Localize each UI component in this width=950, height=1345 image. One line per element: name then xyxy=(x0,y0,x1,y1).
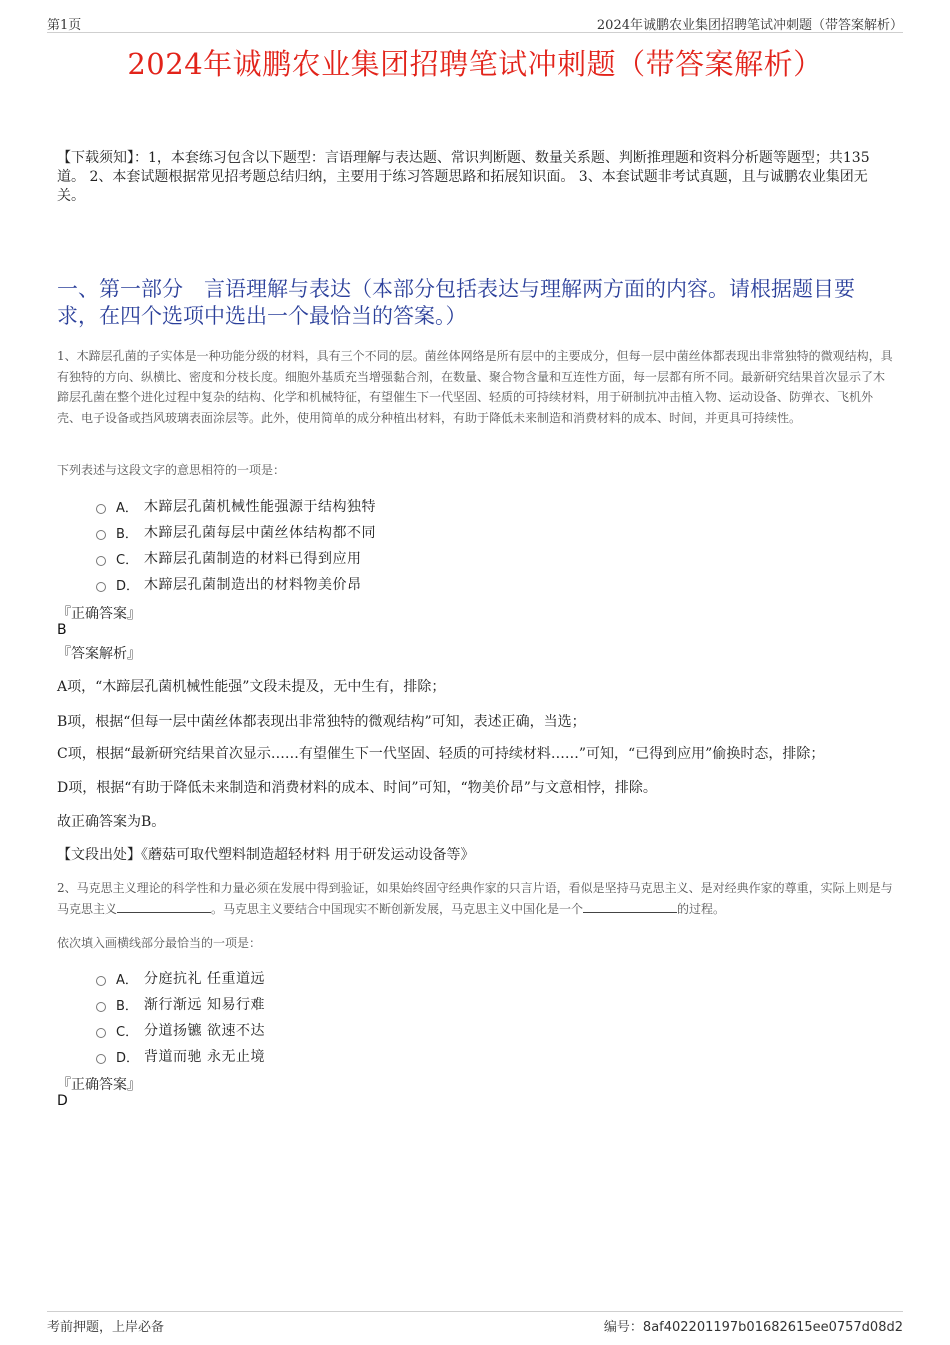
question-2-option-c[interactable]: C． 分道扬镳 欲速不达 xyxy=(96,1017,265,1043)
page-number: 第1页 xyxy=(47,18,82,33)
radio-icon[interactable] xyxy=(96,556,106,566)
footer-slogan: 考前押题，上岸必备 xyxy=(47,1320,165,1335)
question-1-option-d[interactable]: D． 木蹄层孔菌制造出的材料物美价昂 xyxy=(96,571,376,597)
question-2-stem-part3: 的过程。 xyxy=(677,901,726,916)
notice-tag: 【下载须知】 xyxy=(57,150,134,166)
question-1-options xyxy=(96,493,376,597)
question-1-analysis-a: A项，“木蹄层孔菌机械性能强”文段未提及，无中生有，排除； xyxy=(57,679,446,695)
radio-icon[interactable] xyxy=(96,530,106,540)
question-1-option-a[interactable]: A． 木蹄层孔菌机械性能强源于结构独特 xyxy=(96,493,376,519)
document-title: 2024年诚鹏农业集团招聘笔试冲刺题（带答案解析） xyxy=(127,47,823,81)
document-code xyxy=(604,1316,903,1335)
question-2-options xyxy=(96,965,265,1069)
question-1-analysis-c: C项，根据“最新研究结果首次显示……有望催生下一代坚固、轻质的可持续材料……”可知，“已得到应用”偷换时态，排除； xyxy=(57,746,825,762)
question-1-answer-label: 『正确答案』 xyxy=(57,606,141,622)
question-2-answer-label: 『正确答案』 xyxy=(57,1077,141,1093)
question-1-option-c[interactable]: C． 木蹄层孔菌制造的材料已得到应用 xyxy=(96,545,376,571)
radio-icon[interactable] xyxy=(96,504,106,514)
question-1-option-b[interactable]: B． 木蹄层孔菌每层中菌丝体结构都不同 xyxy=(96,519,376,545)
fill-blank-1[interactable] xyxy=(117,902,211,913)
code-label: 编号： xyxy=(603,1320,643,1335)
question-1-conclusion: 故正确答案为B。 xyxy=(57,814,166,830)
radio-icon[interactable] xyxy=(96,1054,106,1064)
question-1-analysis-d: D项，根据“有助于降低未来制造和消费材料的成本、时间”可知，“物美价昂”与文意相悖，排除。 xyxy=(57,780,657,796)
radio-icon[interactable] xyxy=(96,1028,106,1038)
question-2-answer: D xyxy=(57,1093,68,1109)
fill-blank-2[interactable] xyxy=(583,902,677,913)
question-1-analysis-label: 『答案解析』 xyxy=(57,646,141,662)
section-title: 一、第一部分 言语理解与表达（本部分包括表达与理解两方面的内容。请根据题目要求，在四个选项中选出一个最恰当的答案。） xyxy=(57,277,855,328)
radio-icon[interactable] xyxy=(96,1002,106,1012)
question-2-option-d[interactable]: D． 背道而驰 永无止境 xyxy=(96,1043,265,1069)
question-2-option-b[interactable]: B． 渐行渐远 知易行难 xyxy=(96,991,265,1017)
question-1-source: 【文段出处】《蘑菇可取代塑料制造超轻材料 用于研发运动设备等》 xyxy=(57,847,475,863)
code-value: 8af402201197b01682615ee0757d08d2 xyxy=(642,1320,903,1335)
page-header xyxy=(47,12,903,33)
radio-icon[interactable] xyxy=(96,976,106,986)
question-1-answer: B xyxy=(57,622,67,638)
question-2-option-a[interactable]: A． 分庭抗礼 任重道远 xyxy=(96,965,265,991)
notice-text: ：1，本套练习包含以下题型：言语理解与表达题、常识判断题、数量关系题、判断推理题和资料分析题等题型；共135道。 2、本套试题根据常见招考题总结归纳，主要用于练习答题思路和拓展知识面。 3、本套试题非考试真题，且与诚鹏农业集团无关。 xyxy=(57,150,870,204)
page-footer xyxy=(47,1311,903,1336)
question-1-prompt: 下列表述与这段文字的意思相符的一项是： xyxy=(57,463,286,477)
download-notice xyxy=(57,149,892,206)
header-doc-title: 2024年诚鹏农业集团招聘笔试冲刺题（带答案解析） xyxy=(596,18,903,33)
question-1-analysis-b: B项，根据“但每一层中菌丝体都表现出非常独特的微观结构”可知，表述正确，当选； xyxy=(57,714,586,730)
question-2-stem xyxy=(57,878,894,919)
question-2-stem-part1: 2、马克思主义理论的科学性和力量必须在发展中得到验证，如果始终固守经典作家的只言片语，看似是坚持马克思主义、是对经典作家的尊重，实际上则是与马克思主义 xyxy=(57,881,893,916)
question-1-stem: 1、木蹄层孔菌的子实体是一种功能分级的材料，具有三个不同的层。菌丝体网络是所有层中的主要成分，但每一层中菌丝体都表现出非常独特的微观结构，具有独特的方向、纵横比、密度和分枝长度。细胞外基质充当增强黏合剂，在数量、聚合物含量和互连性方面，每一层都有所不同。最新研究结果首次显示了木蹄层孔菌在整个进化过程中复杂的结构、化学和机械特征，有望催生下一代坚固、轻质的可持续材料，用于研制抗冲击植入物、运动设备、防弹衣、飞机外壳、电子设备或挡风玻璃表面涂层等。此外，使用简单的成分种植出材料，有助于降低未来制造和消费材料的成本、时间，并更具可持续性。 xyxy=(57,349,893,425)
radio-icon[interactable] xyxy=(96,582,106,592)
question-2-prompt: 依次填入画横线部分最恰当的一项是： xyxy=(57,936,262,950)
question-2-stem-part2: 。马克思主义要结合中国现实不断创新发展，马克思主义中国化是一个 xyxy=(211,901,584,916)
